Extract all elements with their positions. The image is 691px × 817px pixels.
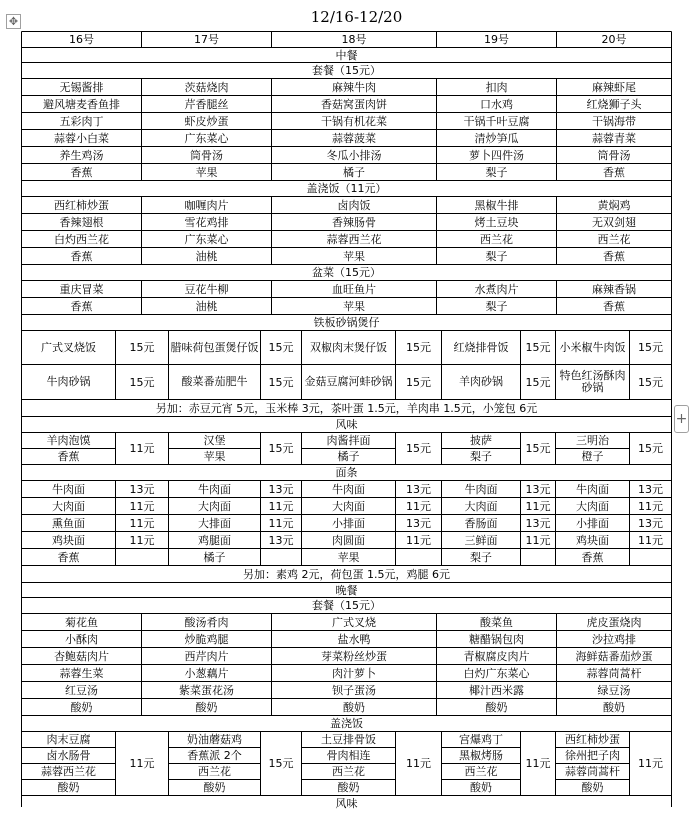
fengwei-item: 肉酱拌面 bbox=[326, 434, 371, 447]
noodle-price: 11元 bbox=[129, 516, 155, 530]
taocan-item: 麻辣虾尾 bbox=[592, 80, 636, 94]
gaijiao-item: 无双剑翅 bbox=[592, 215, 636, 229]
dinner-taocan-item: 沙拉鸡排 bbox=[592, 632, 636, 646]
taocan-item: 萝卜四件汤 bbox=[469, 148, 524, 162]
dinner-gaijiao-item: 西兰花 bbox=[332, 765, 365, 778]
fengwei-item: 披萨 bbox=[470, 434, 492, 447]
dinner-taocan-item: 肉汁萝卜 bbox=[332, 666, 376, 680]
pencai-item: 豆花牛柳 bbox=[184, 282, 229, 296]
dinner-gaijiao-item: 西红柿炒蛋 bbox=[565, 733, 620, 746]
noodle-price: 11元 bbox=[129, 499, 155, 513]
fengwei-item: 汉堡 bbox=[203, 434, 226, 447]
section-label-taocan: 套餐（15元） bbox=[312, 64, 381, 77]
day-header-2: 17号 bbox=[194, 33, 219, 46]
fengwei-price: 15元 bbox=[525, 442, 551, 455]
noodle-price: 11元 bbox=[268, 516, 294, 530]
taocan-item: 养生鸡汤 bbox=[59, 148, 104, 162]
section-label-tieban: 铁板砂锅煲仔 bbox=[313, 316, 380, 329]
noodle-item: 鸡腿面 bbox=[198, 533, 231, 547]
gaijiao-item: 香蕉 bbox=[603, 249, 625, 263]
section-label-dinner-gaijiao: 盖浇饭 bbox=[330, 717, 363, 730]
gaijiao-item: 卤肉饭 bbox=[337, 198, 371, 212]
tieban-price: 15元 bbox=[268, 341, 294, 354]
gaijiao-item: 黄焖鸡 bbox=[597, 198, 631, 212]
gaijiao-item: 西兰花 bbox=[597, 232, 631, 246]
dinner-gaijiao-item: 酸奶 bbox=[203, 781, 226, 794]
pencai-item: 油桃 bbox=[195, 299, 218, 313]
tieban-item: 羊肉砂锅 bbox=[459, 375, 503, 388]
taocan-item: 避风塘麦香鱼排 bbox=[43, 97, 120, 111]
noodle-item: 牛肉面 bbox=[52, 482, 85, 496]
noodle-item: 牛肉面 bbox=[198, 482, 231, 496]
dinner-gaijiao-item: 酸奶 bbox=[470, 781, 492, 794]
gaijiao-item: 梨子 bbox=[485, 249, 508, 263]
gaijiao-item: 油桃 bbox=[195, 249, 218, 263]
noodle-price: 13元 bbox=[129, 482, 155, 496]
dinner-gaijiao-item: 西兰花 bbox=[198, 765, 231, 778]
taocan-item: 麻辣牛肉 bbox=[332, 80, 376, 94]
tieban-price: 15元 bbox=[406, 341, 431, 354]
tieban-price: 15元 bbox=[525, 341, 551, 354]
noodle-item: 大排面 bbox=[198, 516, 231, 530]
dinner-gaijiao-item: 酸奶 bbox=[581, 781, 604, 794]
dinner-gaijiao-item: 西兰花 bbox=[464, 765, 498, 778]
fengwei-item: 三明治 bbox=[576, 434, 609, 447]
noodle-price: 13元 bbox=[268, 482, 294, 496]
tieban-price: 15元 bbox=[268, 375, 294, 389]
dinner-gaijiao-item: 酸奶 bbox=[337, 781, 360, 794]
noodle-price: 11元 bbox=[129, 533, 155, 547]
dinner-taocan-item: 青椒腐皮肉片 bbox=[463, 649, 530, 663]
dinner-gaijiao-item: 香蕉派 2个 bbox=[187, 749, 242, 762]
tieban-price: 15元 bbox=[406, 375, 431, 389]
noodle-item: 大肉面 bbox=[52, 499, 85, 513]
meal-label-dinner: 晚餐 bbox=[335, 583, 358, 597]
gaijiao-item: 黑椒牛排 bbox=[474, 198, 519, 212]
tieban-item: 腊味荷包蛋煲仔饭 bbox=[170, 340, 259, 354]
noodle-item: 鸡块面 bbox=[52, 533, 85, 547]
noodle-item: 香肠面 bbox=[464, 516, 498, 530]
dinner-gaijiao-item: 卤水肠骨 bbox=[46, 749, 91, 762]
pencai-item: 香蕉 bbox=[70, 299, 93, 313]
noodle-price: 13元 bbox=[406, 516, 431, 530]
dinner-taocan-item: 酸奶 bbox=[603, 700, 625, 714]
tieban-item: 酸菜番茄肥牛 bbox=[181, 375, 248, 388]
gaijiao-item: 蒜蓉西兰花 bbox=[326, 232, 382, 246]
dinner-gaijiao-item: 骨肉相连 bbox=[326, 749, 371, 762]
noodle-price: 13元 bbox=[638, 516, 663, 530]
dinner-gaijiao-price: 15元 bbox=[268, 757, 294, 770]
dinner-gaijiao-item: 黑椒烤肠 bbox=[459, 749, 503, 762]
noodle-price: 13元 bbox=[525, 482, 551, 496]
meal-label-lunch: 中餐 bbox=[335, 48, 358, 62]
noodle-item: 香蕉 bbox=[57, 550, 80, 564]
section-label-dinner-taocan: 套餐（15元） bbox=[312, 599, 381, 612]
taocan-item: 筒骨汤 bbox=[190, 148, 223, 162]
add-row-icon[interactable]: + bbox=[674, 405, 689, 433]
dinner-taocan-item: 盐水鸭 bbox=[337, 632, 371, 646]
dinner-taocan-item: 白灼广东菜心 bbox=[463, 666, 530, 680]
dinner-taocan-item: 虎皮蛋烧肉 bbox=[586, 615, 642, 629]
noodle-item: 小排面 bbox=[332, 516, 365, 530]
day-header-3: 18号 bbox=[341, 33, 367, 46]
taocan-item: 广东菜心 bbox=[184, 131, 229, 145]
dinner-gaijiao-price: 11元 bbox=[525, 757, 551, 770]
tieban-price: 15元 bbox=[638, 375, 663, 389]
noodle-price bbox=[396, 549, 442, 566]
taocan-item: 虾皮炒蛋 bbox=[184, 114, 229, 128]
gaijiao-item: 烤土豆块 bbox=[474, 215, 519, 229]
dinner-taocan-item: 红豆汤 bbox=[65, 683, 98, 697]
pencai-item: 水煮肉片 bbox=[474, 282, 519, 296]
gaijiao-item: 咖喱肉片 bbox=[184, 198, 229, 212]
taocan-item: 橘子 bbox=[343, 165, 365, 179]
dinner-taocan-item: 酸菜鱼 bbox=[480, 615, 513, 629]
taocan-item: 干锅有机花菜 bbox=[321, 114, 387, 128]
gaijiao-item: 香辣翅根 bbox=[59, 215, 104, 229]
day-header-5: 20号 bbox=[601, 33, 627, 46]
dinner-taocan-item: 酸汤肴肉 bbox=[184, 615, 229, 629]
dinner-gaijiao-item: 徐州把子肉 bbox=[565, 749, 620, 762]
taocan-item: 无锡酱排 bbox=[59, 80, 104, 94]
taocan-item: 冬瓜小排汤 bbox=[326, 148, 382, 162]
noodle-price: 13元 bbox=[268, 533, 294, 547]
dinner-taocan-item: 紫菜蛋花汤 bbox=[179, 683, 234, 697]
section-label-fengwei: 风味 bbox=[335, 418, 358, 431]
noodle-price: 13元 bbox=[638, 482, 663, 496]
page-title: 12/16-12/20 bbox=[310, 8, 403, 26]
fengwei-price: 15元 bbox=[406, 442, 431, 455]
taocan-item: 香菇窝蛋肉饼 bbox=[321, 97, 387, 111]
tieban-item: 牛肉砂锅 bbox=[46, 375, 91, 388]
tieban-extra-note: 另加：赤豆元宵 5元，玉米棒 3元，茶叶蛋 1.5元，羊肉串 1.5元，小笼包 6元 bbox=[155, 401, 538, 415]
dinner-taocan-item: 酸奶 bbox=[195, 700, 218, 714]
fengwei-item: 橙子 bbox=[581, 450, 604, 463]
noodle-price: 13元 bbox=[406, 482, 431, 496]
noodle-price: 11元 bbox=[406, 533, 431, 547]
dinner-taocan-item: 酸奶 bbox=[485, 700, 508, 714]
dinner-taocan-item: 绿豆汤 bbox=[597, 683, 631, 697]
pencai-item: 苹果 bbox=[343, 299, 365, 313]
pencai-item: 香蕉 bbox=[603, 299, 625, 313]
noodle-price: 11元 bbox=[638, 499, 663, 513]
noodle-price bbox=[116, 549, 169, 566]
gaijiao-item: 香辣肠骨 bbox=[332, 215, 376, 229]
taocan-item: 红烧狮子头 bbox=[586, 97, 642, 111]
gaijiao-item: 广东菜心 bbox=[184, 232, 229, 246]
section-label-miantiao: 面条 bbox=[335, 466, 358, 479]
section-label-pencai: 盆菜（15元） bbox=[312, 266, 381, 279]
taocan-item: 苹果 bbox=[195, 165, 218, 179]
noodle-price: 11元 bbox=[406, 499, 431, 513]
noodle-price bbox=[521, 549, 556, 566]
gaijiao-item: 白灼西兰花 bbox=[54, 232, 109, 246]
dinner-gaijiao-item: 肉末豆腐 bbox=[46, 733, 91, 746]
dinner-gaijiao-price: 11元 bbox=[129, 757, 155, 770]
dinner-taocan-item: 椰汁西米露 bbox=[469, 683, 524, 697]
gaijiao-item: 西兰花 bbox=[480, 232, 513, 246]
noodle-item: 熏鱼面 bbox=[52, 516, 85, 530]
dinner-taocan-item: 广式叉烧 bbox=[332, 615, 376, 629]
tieban-price: 15元 bbox=[129, 375, 155, 389]
tieban-item: 红烧排骨饭 bbox=[453, 340, 509, 354]
noodle-item: 大肉面 bbox=[576, 499, 609, 513]
dinner-taocan-item: 海鲜菇番茄炒蛋 bbox=[575, 649, 653, 663]
noodle-item: 小排面 bbox=[576, 516, 609, 530]
dinner-gaijiao-item: 宫爆鸡丁 bbox=[459, 733, 503, 746]
fengwei-item: 苹果 bbox=[203, 450, 226, 463]
taocan-item: 香蕉 bbox=[70, 165, 93, 179]
noodle-item: 鸡块面 bbox=[576, 533, 609, 547]
noodle-item: 牛肉面 bbox=[464, 482, 498, 496]
noodle-item: 大肉面 bbox=[464, 499, 498, 513]
noodle-price: 13元 bbox=[525, 516, 551, 530]
dinner-taocan-item: 杏鲍菇肉片 bbox=[54, 649, 109, 663]
fengwei-item: 香蕉 bbox=[57, 450, 80, 463]
tieban-price: 15元 bbox=[525, 375, 551, 389]
pencai-item: 梨子 bbox=[485, 299, 508, 313]
dinner-taocan-item: 菊花鱼 bbox=[65, 615, 98, 629]
taocan-item: 扣肉 bbox=[485, 80, 508, 94]
fengwei-price: 15元 bbox=[268, 442, 294, 455]
noodle-price: 11元 bbox=[268, 499, 294, 513]
dinner-taocan-item: 糖醋锅包肉 bbox=[469, 632, 524, 646]
fengwei-item: 羊肉泡馍 bbox=[46, 434, 91, 447]
taocan-item: 香蕉 bbox=[603, 165, 625, 179]
day-header-4: 19号 bbox=[484, 33, 509, 46]
tieban-price: 15元 bbox=[129, 341, 155, 354]
dinner-gaijiao-price: 11元 bbox=[406, 757, 431, 770]
dinner-gaijiao-item: 土豆排骨饭 bbox=[321, 733, 376, 746]
noodle-price: 11元 bbox=[525, 533, 551, 547]
noodle-price: 11元 bbox=[525, 499, 551, 513]
day-header-1: 16号 bbox=[69, 33, 94, 46]
tieban-item: 金菇豆腐河蚌砂锅 bbox=[304, 375, 393, 388]
fengwei-price: 11元 bbox=[129, 442, 155, 455]
dinner-taocan-item: 炒脆鸡腿 bbox=[184, 632, 229, 646]
noodle-item: 橘子 bbox=[203, 550, 226, 564]
pencai-item: 麻辣香锅 bbox=[592, 282, 636, 296]
noodle-price: 11元 bbox=[638, 533, 663, 547]
fengwei-item: 橘子 bbox=[337, 450, 360, 463]
tieban-price: 15元 bbox=[638, 341, 663, 354]
taocan-item: 蒜蓉菠菜 bbox=[332, 131, 376, 145]
section-label-dinner-fengwei: 风味 bbox=[335, 797, 358, 810]
dinner-gaijiao-item: 蒜蓉茼蒿杆 bbox=[565, 765, 620, 778]
dinner-taocan-item: 酸奶 bbox=[70, 700, 93, 714]
menu-table bbox=[21, 31, 672, 810]
fengwei-item: 梨子 bbox=[470, 450, 492, 463]
taocan-item: 梨子 bbox=[485, 165, 508, 179]
noodle-extra-note: 另加：素鸡 2元，荷包蛋 1.5元，鸡腿 6元 bbox=[243, 567, 450, 581]
taocan-item: 五彩肉丁 bbox=[59, 114, 104, 128]
taocan-item: 干锅千叶豆腐 bbox=[463, 114, 530, 128]
gaijiao-item: 香蕉 bbox=[70, 249, 93, 263]
dinner-taocan-item: 小葱藕片 bbox=[184, 666, 229, 680]
dinner-taocan-item: 蒜蓉生菜 bbox=[59, 666, 104, 680]
pencai-item: 重庆冒菜 bbox=[59, 282, 104, 296]
noodle-item: 牛肉面 bbox=[332, 482, 365, 496]
dinner-gaijiao-price: 11元 bbox=[638, 757, 663, 770]
gaijiao-item: 苹果 bbox=[343, 249, 365, 263]
taocan-item: 茨菇烧肉 bbox=[184, 80, 229, 94]
noodle-price bbox=[261, 549, 302, 566]
dinner-taocan-item: 小酥肉 bbox=[65, 632, 98, 646]
dinner-gaijiao-item: 奶油蘑菇鸡 bbox=[187, 733, 242, 746]
section-label-gaijiao: 盖浇饭（11元） bbox=[306, 182, 387, 195]
noodle-item: 大肉面 bbox=[198, 499, 231, 513]
taocan-item: 干锅海带 bbox=[592, 114, 636, 128]
noodle-item: 三鲜面 bbox=[464, 533, 498, 547]
table-move-handle-icon[interactable]: ✥ bbox=[6, 14, 21, 29]
tieban-item: 双椒肉末煲仔饭 bbox=[310, 340, 387, 354]
fengwei-price: 15元 bbox=[638, 442, 663, 455]
pencai-item: 血旺鱼片 bbox=[332, 282, 376, 296]
noodle-item: 牛肉面 bbox=[576, 482, 609, 496]
taocan-item: 筒骨汤 bbox=[597, 148, 631, 162]
noodle-item: 肉圆面 bbox=[332, 533, 365, 547]
tieban-item: 特色红汤酥肉砂锅 bbox=[559, 369, 626, 394]
gaijiao-item: 西红柿炒蛋 bbox=[54, 198, 109, 212]
tieban-item: 小米椒牛肉饭 bbox=[559, 340, 626, 354]
noodle-item: 梨子 bbox=[470, 550, 492, 564]
dinner-taocan-item: 酸奶 bbox=[343, 700, 365, 714]
dinner-taocan-item: 蒜蓉茼蒿杆 bbox=[586, 666, 642, 680]
gaijiao-item: 雪花鸡排 bbox=[184, 215, 229, 229]
noodle-item: 大肉面 bbox=[332, 499, 365, 513]
taocan-item: 清炒笋瓜 bbox=[474, 131, 519, 145]
taocan-item: 蒜蓉青菜 bbox=[592, 131, 636, 145]
noodle-item: 香蕉 bbox=[581, 550, 604, 564]
taocan-item: 芹香腿丝 bbox=[184, 97, 229, 111]
noodle-price bbox=[630, 549, 672, 566]
taocan-item: 口水鸡 bbox=[480, 97, 513, 111]
dinner-taocan-item: 西芹肉片 bbox=[184, 649, 229, 663]
dinner-taocan-item: 芽菜粉丝炒蛋 bbox=[321, 649, 387, 663]
tieban-item: 广式叉烧饭 bbox=[41, 340, 96, 354]
noodle-item: 苹果 bbox=[337, 550, 360, 564]
taocan-item: 蒜蓉小白菜 bbox=[54, 131, 109, 145]
dinner-taocan-item: 钡子蛋汤 bbox=[332, 683, 376, 697]
dinner-gaijiao-item: 蒜蓉西兰花 bbox=[41, 765, 96, 778]
dinner-gaijiao-item: 酸奶 bbox=[57, 781, 80, 794]
